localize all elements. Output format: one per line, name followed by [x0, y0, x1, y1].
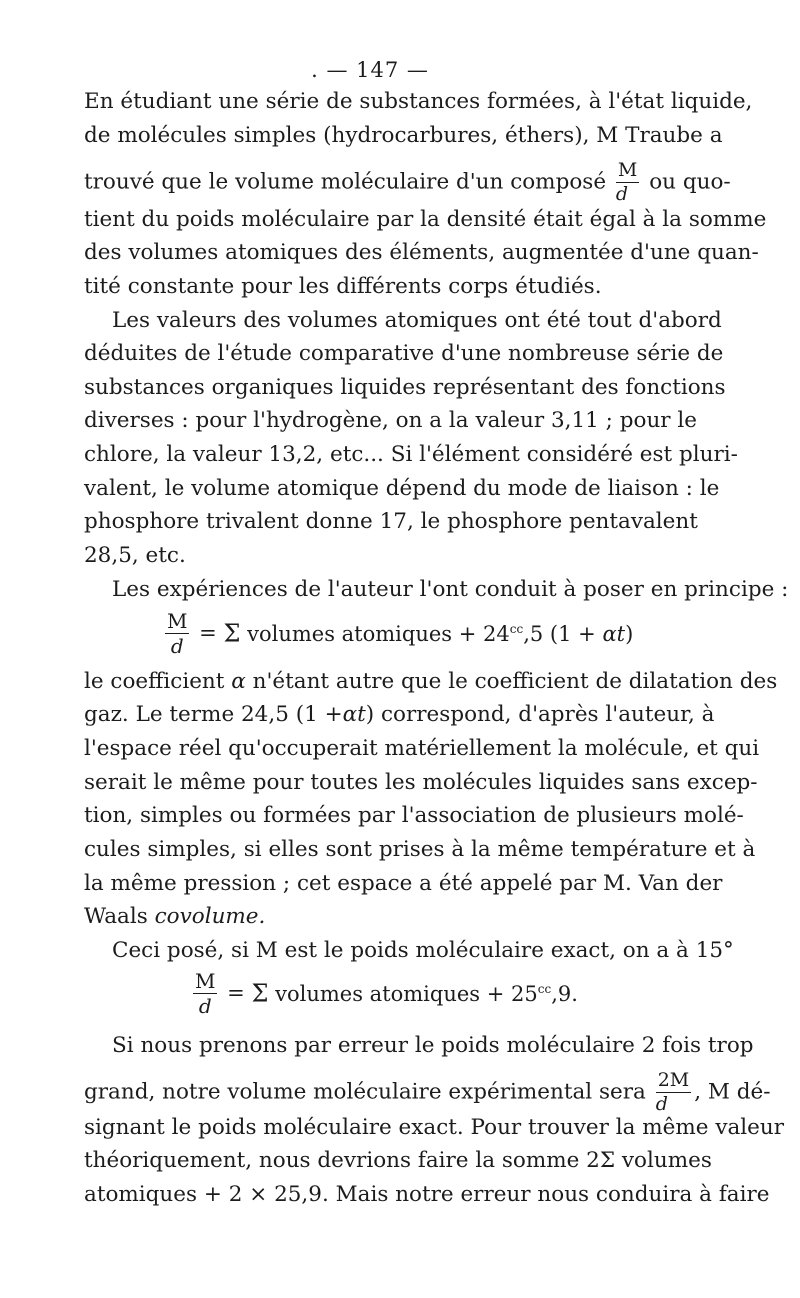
fraction-denominator: d — [655, 1093, 668, 1115]
text-line: serait le même pour toutes les molécules liquides sans excep- — [84, 770, 758, 795]
fraction-numerator: M — [617, 159, 638, 181]
text-line: tion, simples ou formées par l'association de plusieurs molé- — [84, 803, 744, 828]
fraction-m-over-d — [193, 971, 217, 1016]
text-line-with-symbol: gaz. Le terme 24,5 (1 +αt) correspond, d'après l'auteur, à — [84, 702, 715, 727]
fraction-m-over-d — [616, 161, 639, 204]
fraction-denominator: d — [198, 994, 212, 1018]
text-line: Les expériences de l'auteur l'ont conduit à poser en principe : — [112, 577, 789, 602]
text-line: des volumes atomiques des éléments, augmentée d'une quan- — [84, 240, 759, 265]
sigma-symbol: Σ — [223, 619, 241, 648]
text-line-with-fraction — [84, 159, 731, 205]
fraction-numerator: M — [167, 609, 188, 633]
equation-1 — [162, 611, 633, 656]
fraction-denominator: d — [170, 634, 184, 658]
text-line: l'espace réel qu'occuperait matériellement la molécule, et qui — [84, 736, 760, 761]
text-line: valent, le volume atomique dépend du mode de liaison : le — [84, 476, 720, 501]
text-line: signant le poids moléculaire exact. Pour trouver la même valeur — [84, 1115, 785, 1140]
text-fragment: ou quo- — [649, 169, 731, 195]
text-line: la même pression ; cet espace a été appelé par M. Van der — [84, 871, 723, 896]
text-line: 28,5, etc. — [84, 543, 186, 568]
alpha-t-symbol: αt — [342, 702, 366, 727]
page-number: . — 147 — — [311, 58, 429, 82]
fraction-denominator: d — [615, 183, 629, 205]
fraction-m-over-d — [165, 611, 189, 656]
text-line: cules simples, si elles sont prises à la même température et à — [84, 837, 756, 862]
text-line: Les valeurs des volumes atomiques ont été tout d'abord — [112, 308, 722, 333]
text-line: substances organiques liquides représentant des fonctions — [84, 375, 726, 400]
text-line-with-symbol: le coefficient α n'étant autre que le coefficient de dilatation des — [84, 669, 778, 694]
fraction-2m-over-d — [656, 1071, 692, 1114]
text-line: Si nous prenons par erreur le poids moléculaire 2 fois trop — [112, 1033, 754, 1058]
equation-text: volumes atomiques + $25^{cc},9$. — [275, 981, 578, 1006]
alpha-symbol: α — [231, 669, 246, 694]
text-fragment: trouvé que le volume moléculaire d'un composé — [84, 169, 607, 195]
text-line: de molécules simples (hydrocarbures, éthers), M Traube a — [84, 123, 723, 148]
text-line: théoriquement, nous devrions faire la somme 2Σ volumes — [84, 1148, 712, 1173]
italic-term: covolume. — [154, 904, 266, 929]
equals-sign: = — [199, 621, 217, 645]
text-line: Waals covolume. — [84, 904, 266, 929]
text-line: En étudiant une série de substances formées, à l'état liquide, — [84, 89, 753, 114]
equation-text: volumes atomiques + $24^{cc},5$ (1 + αt) — [247, 621, 634, 646]
text-line: diverses : pour l'hydrogène, on a la valeur 3,11 ; pour le — [84, 408, 698, 433]
fraction-numerator: M — [195, 969, 216, 993]
text-line: atomiques + 2 × 25,9. Mais notre erreur nous conduira à faire — [84, 1182, 770, 1207]
text-line: déduites de l'étude comparative d'une nombreuse série de — [84, 341, 724, 366]
text-line: chlore, la valeur 13,2, etc... Si l'élément considéré est pluri- — [84, 442, 738, 467]
equals-sign: = — [227, 981, 245, 1005]
sigma-symbol: Σ — [251, 979, 269, 1008]
text-line-with-fraction: grand, notre volume moléculaire expérimental sera $\frac{2M}{d}$ , M dé- — [84, 1069, 771, 1115]
text-line: phosphore trivalent donne 17, le phosphore pentavalent — [84, 509, 698, 534]
text-line: Ceci posé, si M est le poids moléculaire exact, on a à 15° — [112, 938, 734, 963]
fraction-numerator: 2M — [657, 1069, 690, 1091]
text-line: tient du poids moléculaire par la densité était égal à la somme — [84, 207, 767, 232]
equation-2 — [190, 971, 578, 1016]
text-line: tité constante pour les différents corps étudiés. — [84, 274, 602, 299]
